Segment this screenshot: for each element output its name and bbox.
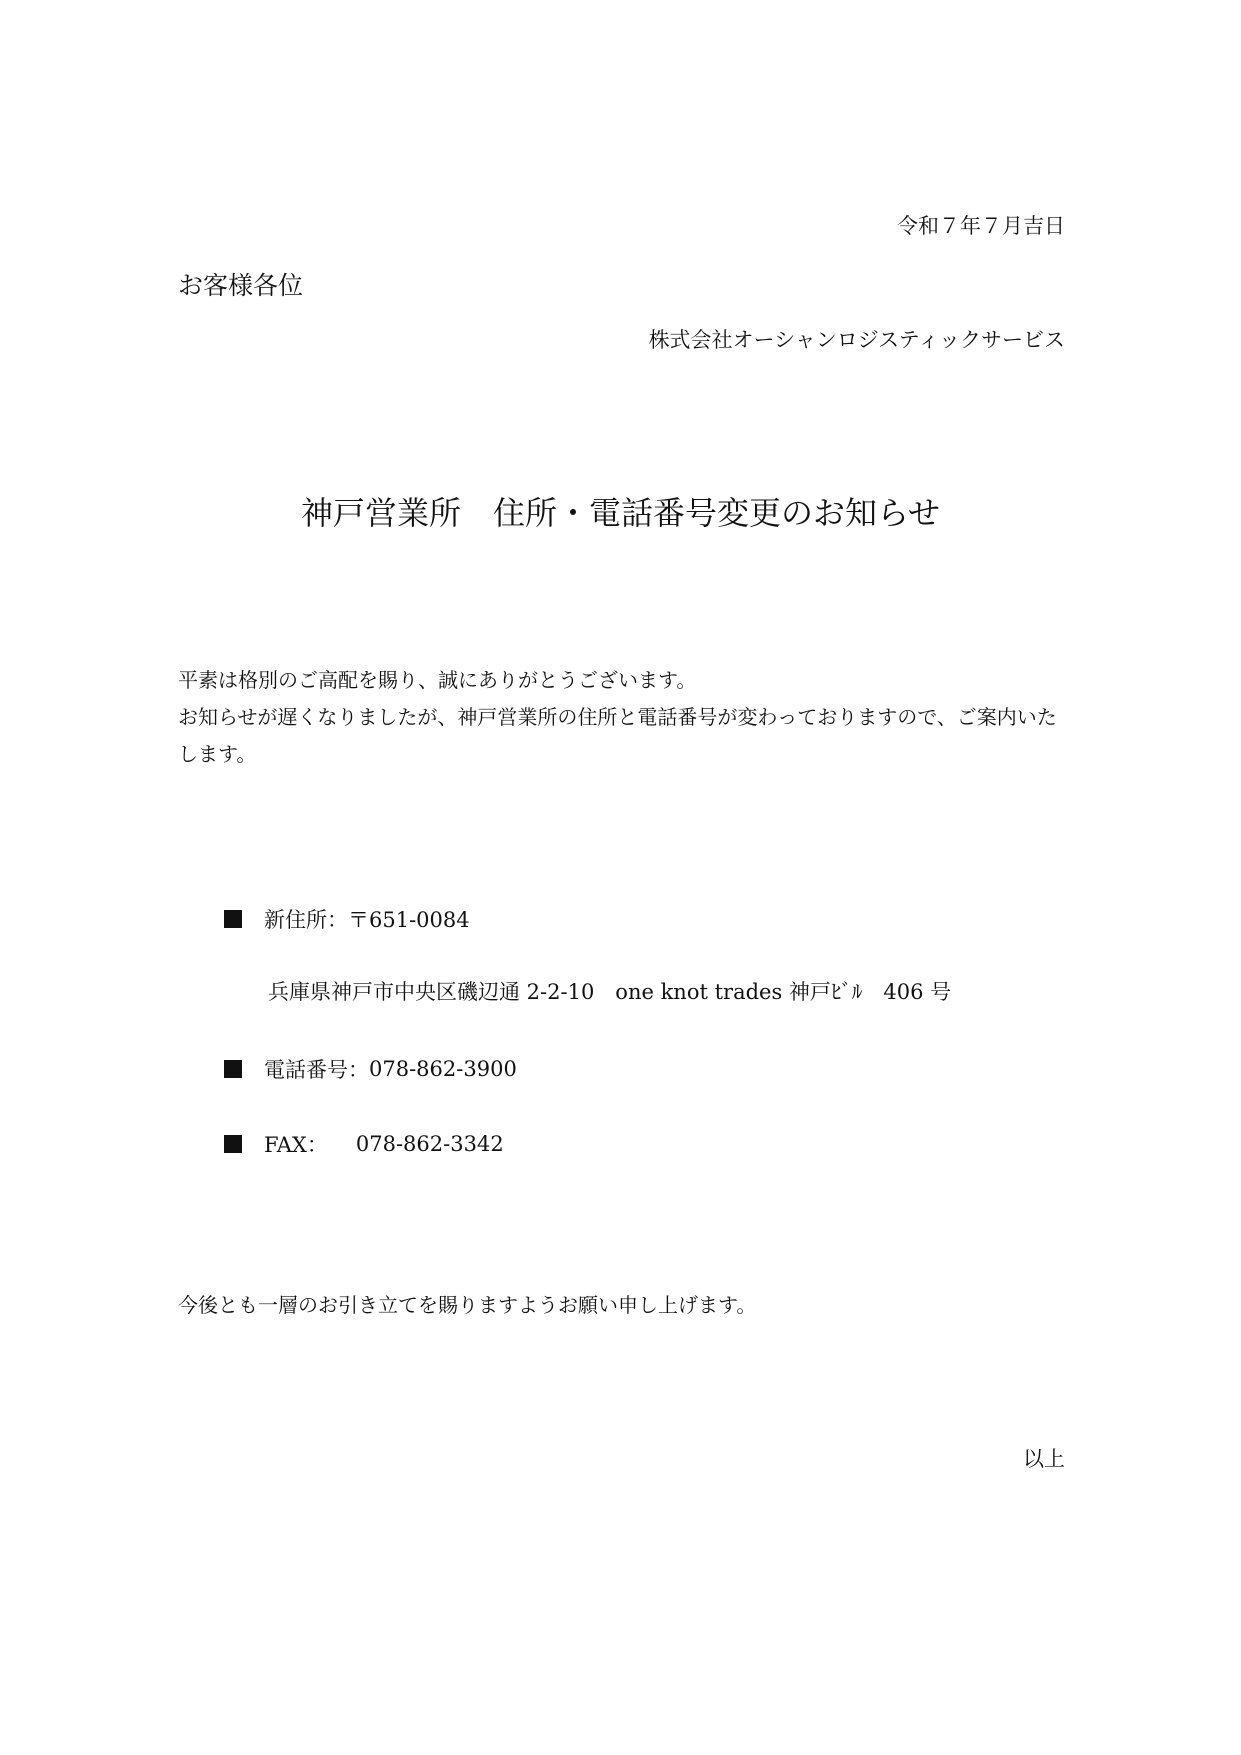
postal-code: 〒651-0084 [348, 908, 470, 932]
addressee: お客様各位 [178, 271, 304, 300]
fax-item [224, 1129, 504, 1159]
greeting-paragraph [178, 662, 1068, 773]
square-bullet-icon [224, 910, 242, 928]
phone-label: 電話番号： [264, 1058, 369, 1082]
closing-request: 今後とも一層のお引き立てを賜りますようお願い申し上げます。 [178, 1293, 757, 1317]
closing-mark: 以上 [1023, 1447, 1065, 1471]
square-bullet-icon [224, 1060, 242, 1078]
phone-item [224, 1054, 517, 1084]
phone-number: 078-862-3900 [369, 1057, 517, 1081]
fax-label: FAX： [264, 1133, 328, 1157]
new-address-label: 新住所： [264, 908, 348, 932]
fax-number: 078-862-3342 [355, 1132, 504, 1156]
notice-title: 神戸営業所 住所・電話番号変更のお知らせ [300, 494, 941, 532]
greeting-line: お知らせが遅くなりましたが、神戸営業所の住所と電話番号が変わっておりますので、ご案内いたします。 [178, 705, 1057, 766]
document-date: 令和７年７月吉日 [897, 214, 1065, 238]
sender-company: 株式会社オーシャンロジスティックサービス [648, 328, 1065, 352]
greeting-line: 平素は格別のご高配を賜り、誠にありがとうございます。 [178, 668, 697, 692]
square-bullet-icon [224, 1135, 242, 1153]
new-address-item [224, 904, 470, 934]
new-address-line: 兵庫県神戸市中央区磯辺通 2-2-10 one knot trades 神戸ﾋﾞﾙ 406 号 [268, 980, 952, 1004]
